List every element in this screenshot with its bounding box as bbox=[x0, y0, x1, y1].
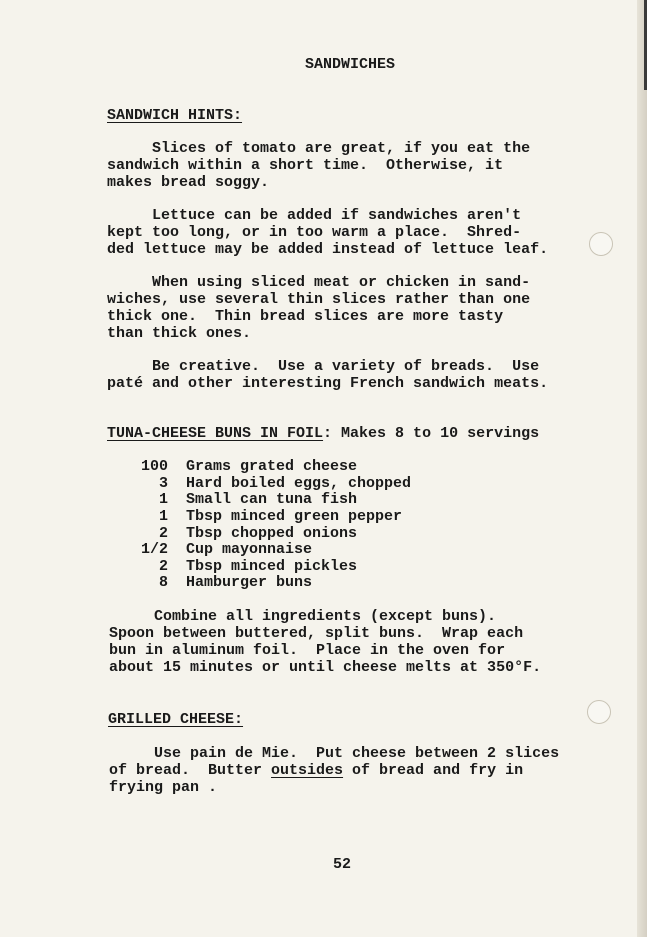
hints-p3-line4: than thick ones. bbox=[107, 325, 252, 342]
hints-p3-line3: thick one. Thin bread slices are more tasty bbox=[107, 308, 504, 325]
grilled-cheese-heading: GRILLED CHEESE: bbox=[108, 711, 244, 728]
hints-p4-line2: paté and other interesting French sandwich meats. bbox=[107, 375, 549, 392]
ingredient-item: Hard boiled eggs, chopped bbox=[186, 475, 412, 492]
binder-hole-bottom bbox=[587, 700, 611, 724]
grilled-line3: frying pan . bbox=[109, 779, 218, 796]
hints-p4-line1: Be creative. Use a variety of breads. Use bbox=[107, 358, 540, 375]
grilled-line2 bbox=[109, 762, 523, 779]
grilled-line2-outsides: outsides bbox=[271, 762, 344, 779]
grilled-line2-c: of bread and fry in bbox=[343, 762, 524, 779]
tuna-yield: : Makes 8 to 10 servings bbox=[323, 425, 540, 442]
tuna-heading-row bbox=[107, 425, 539, 442]
sandwich-hints-heading: SANDWICH HINTS: bbox=[107, 107, 243, 124]
ingredient-qty: 100 bbox=[140, 458, 168, 475]
ingredient-item: Hamburger buns bbox=[186, 574, 313, 591]
hints-p1-line1: Slices of tomato are great, if you eat the bbox=[107, 140, 531, 157]
ingredient-item: Small can tuna fish bbox=[186, 491, 358, 508]
ingredient-item: Tbsp minced green pepper bbox=[186, 508, 403, 525]
hints-p2-line3: ded lettuce may be added instead of lettuce leaf. bbox=[107, 241, 549, 258]
tuna-directions-line4: about 15 minutes or until cheese melts at 350°F. bbox=[109, 659, 542, 676]
ingredient-qty: 1/2 bbox=[140, 541, 168, 558]
tuna-directions-line3: bun in aluminum foil. Place in the oven for bbox=[109, 642, 506, 659]
ingredient-qty: 1 bbox=[158, 491, 168, 508]
ingredient-qty: 3 bbox=[158, 475, 168, 492]
grilled-line1: Use pain de Mie. Put cheese between 2 slices bbox=[109, 745, 560, 762]
hints-p2-line2: kept too long, or in too warm a place. Shred- bbox=[107, 224, 522, 241]
ingredient-qty: 1 bbox=[158, 508, 168, 525]
ingredient-item: Tbsp minced pickles bbox=[186, 558, 358, 575]
hints-p2-line1: Lettuce can be added if sandwiches aren't bbox=[107, 207, 522, 224]
ingredient-qty: 2 bbox=[158, 525, 168, 542]
ingredient-qty: 2 bbox=[158, 558, 168, 575]
tuna-directions-line1: Combine all ingredients (except buns). bbox=[109, 608, 497, 625]
ingredient-item: Cup mayonnaise bbox=[186, 541, 313, 558]
tuna-directions-line2: Spoon between buttered, split buns. Wrap each bbox=[109, 625, 524, 642]
hints-p3-line2: wiches, use several thin slices rather than one bbox=[107, 291, 531, 308]
hints-p1-line3: makes bread soggy. bbox=[107, 174, 270, 191]
page-number: 52 bbox=[333, 856, 352, 873]
binder-hole-top bbox=[589, 232, 613, 256]
page-title: SANDWICHES bbox=[305, 56, 396, 73]
grilled-line2-a: of bread. Butter bbox=[109, 762, 272, 779]
ingredient-item: Grams grated cheese bbox=[186, 458, 358, 475]
ingredient-item: Tbsp chopped onions bbox=[186, 525, 358, 542]
hints-p1-line2: sandwich within a short time. Otherwise, it bbox=[107, 157, 504, 174]
page-edge bbox=[637, 0, 647, 937]
tuna-heading: TUNA-CHEESE BUNS IN FOIL bbox=[107, 425, 324, 442]
hints-p3-line1: When using sliced meat or chicken in sand- bbox=[107, 274, 531, 291]
ingredient-qty: 8 bbox=[158, 574, 168, 591]
